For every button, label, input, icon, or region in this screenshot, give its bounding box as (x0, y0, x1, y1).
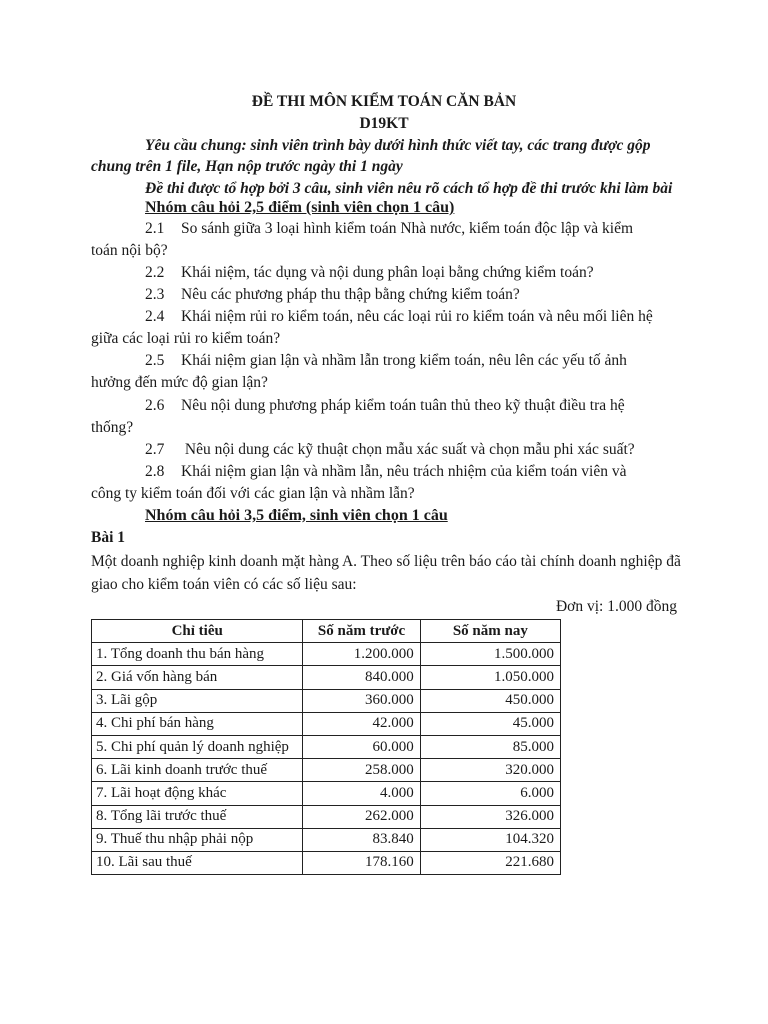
table-row (92, 735, 561, 758)
row-label: 9. Thuế thu nhập phải nộp (92, 828, 303, 851)
current-year-value: 104.320 (420, 828, 560, 851)
question-2-3: 2.3 Nêu các phương pháp thu thập bằng chứng kiểm toán? (145, 286, 520, 303)
row-label: 5. Chi phí quản lý doanh nghiệp (92, 735, 303, 758)
prev-year-value: 60.000 (303, 735, 420, 758)
exercise-intro-line-2: giao cho kiểm toán viên có các số liệu sau: (91, 576, 357, 593)
question-2-5: 2.5 Khái niệm gian lận và nhầm lẫn trong kiểm toán, nêu lên các yếu tố ảnh (145, 352, 627, 369)
question-2-6-cont: thống? (91, 419, 134, 436)
exercise-label: Bài 1 (91, 529, 126, 546)
current-year-value: 320.000 (420, 759, 560, 782)
column-header: Chỉ tiêu (92, 620, 303, 643)
current-year-value: 326.000 (420, 805, 560, 828)
class-code: D19KT (359, 115, 409, 132)
table-header-row (92, 620, 561, 643)
current-year-value: 1.500.000 (420, 643, 560, 666)
table-row (92, 782, 561, 805)
table-row (92, 828, 561, 851)
question-2-6: 2.6 Nêu nội dung phương pháp kiểm toán tuân thủ theo kỹ thuật điều tra hệ (145, 397, 625, 414)
row-label: 6. Lãi kinh doanh trước thuế (92, 759, 303, 782)
question-2-1-cont: toán nội bộ? (91, 242, 168, 259)
row-label: 8. Tổng lãi trước thuế (92, 805, 303, 828)
group1-heading: Nhóm câu hỏi 2,5 điểm (sinh viên chọn 1 câu) (145, 199, 455, 216)
question-2-1: 2.1 So sánh giữa 3 loại hình kiểm toán Nhà nước, kiểm toán độc lập và kiểm (145, 220, 634, 237)
row-label: 7. Lãi hoạt động khác (92, 782, 303, 805)
exam-title: ĐỀ THI MÔN KIỂM TOÁN CĂN BẢN (251, 93, 517, 110)
table-row (92, 666, 561, 689)
prev-year-value: 42.000 (303, 712, 420, 735)
question-2-8: 2.8 Khái niệm gian lận và nhầm lẫn, nêu trách nhiệm của kiểm toán viên và (145, 463, 627, 480)
prev-year-value: 360.000 (303, 689, 420, 712)
row-label: 1. Tổng doanh thu bán hàng (92, 643, 303, 666)
question-2-5-cont: hưởng đến mức độ gian lận? (91, 374, 268, 391)
prev-year-value: 258.000 (303, 759, 420, 782)
row-label: 3. Lãi gộp (92, 689, 303, 712)
question-2-8-cont: công ty kiểm toán đối với các gian lận và nhầm lẫn? (91, 485, 415, 502)
requirement-line-1: Yêu cầu chung: sinh viên trình bày dưới hình thức viết tay, các trang được gộp (145, 137, 651, 154)
row-label: 2. Giá vốn hàng bán (92, 666, 303, 689)
question-2-4-cont: giữa các loại rủi ro kiểm toán? (91, 330, 281, 347)
prev-year-value: 840.000 (303, 666, 420, 689)
table-row (92, 851, 561, 874)
table-row (92, 759, 561, 782)
table-row (92, 805, 561, 828)
prev-year-value: 83.840 (303, 828, 420, 851)
requirement-line-2: chung trên 1 file, Hạn nộp trước ngày thi 1 ngày (91, 158, 403, 175)
prev-year-value: 262.000 (303, 805, 420, 828)
prev-year-value: 178.160 (303, 851, 420, 874)
prev-year-value: 4.000 (303, 782, 420, 805)
current-year-value: 221.680 (420, 851, 560, 874)
column-header: Số năm nay (420, 620, 560, 643)
current-year-value: 450.000 (420, 689, 560, 712)
requirement-line-3: Đề thi được tổ hợp bởi 3 câu, sinh viên nêu rõ cách tổ hợp đề thi trước khi làm bài (145, 180, 673, 197)
column-header: Số năm trước (303, 620, 420, 643)
question-2-2: 2.2 Khái niệm, tác dụng và nội dung phân loại bằng chứng kiểm toán? (145, 264, 594, 281)
table-row (92, 689, 561, 712)
group2-heading: Nhóm câu hỏi 3,5 điểm, sinh viên chọn 1 câu (145, 507, 448, 524)
current-year-value: 1.050.000 (420, 666, 560, 689)
prev-year-value: 1.200.000 (303, 643, 420, 666)
current-year-value: 45.000 (420, 712, 560, 735)
current-year-value: 85.000 (420, 735, 560, 758)
unit-note: Đơn vị: 1.000 đồng (555, 598, 677, 615)
exercise-intro-line-1: Một doanh nghiệp kinh doanh mặt hàng A. Theo số liệu trên báo cáo tài chính doanh nghiệp đã (91, 553, 681, 570)
table-row (92, 643, 561, 666)
question-2-4: 2.4 Khái niệm rủi ro kiểm toán, nêu các loại rủi ro kiểm toán và nêu mối liên hệ (145, 308, 653, 325)
table-row (92, 712, 561, 735)
row-label: 4. Chi phí bán hàng (92, 712, 303, 735)
row-label: 10. Lãi sau thuế (92, 851, 303, 874)
financial-data-table (91, 619, 561, 875)
question-2-7: 2.7 Nêu nội dung các kỹ thuật chọn mẫu xác suất và chọn mẫu phi xác suất? (145, 441, 635, 458)
current-year-value: 6.000 (420, 782, 560, 805)
